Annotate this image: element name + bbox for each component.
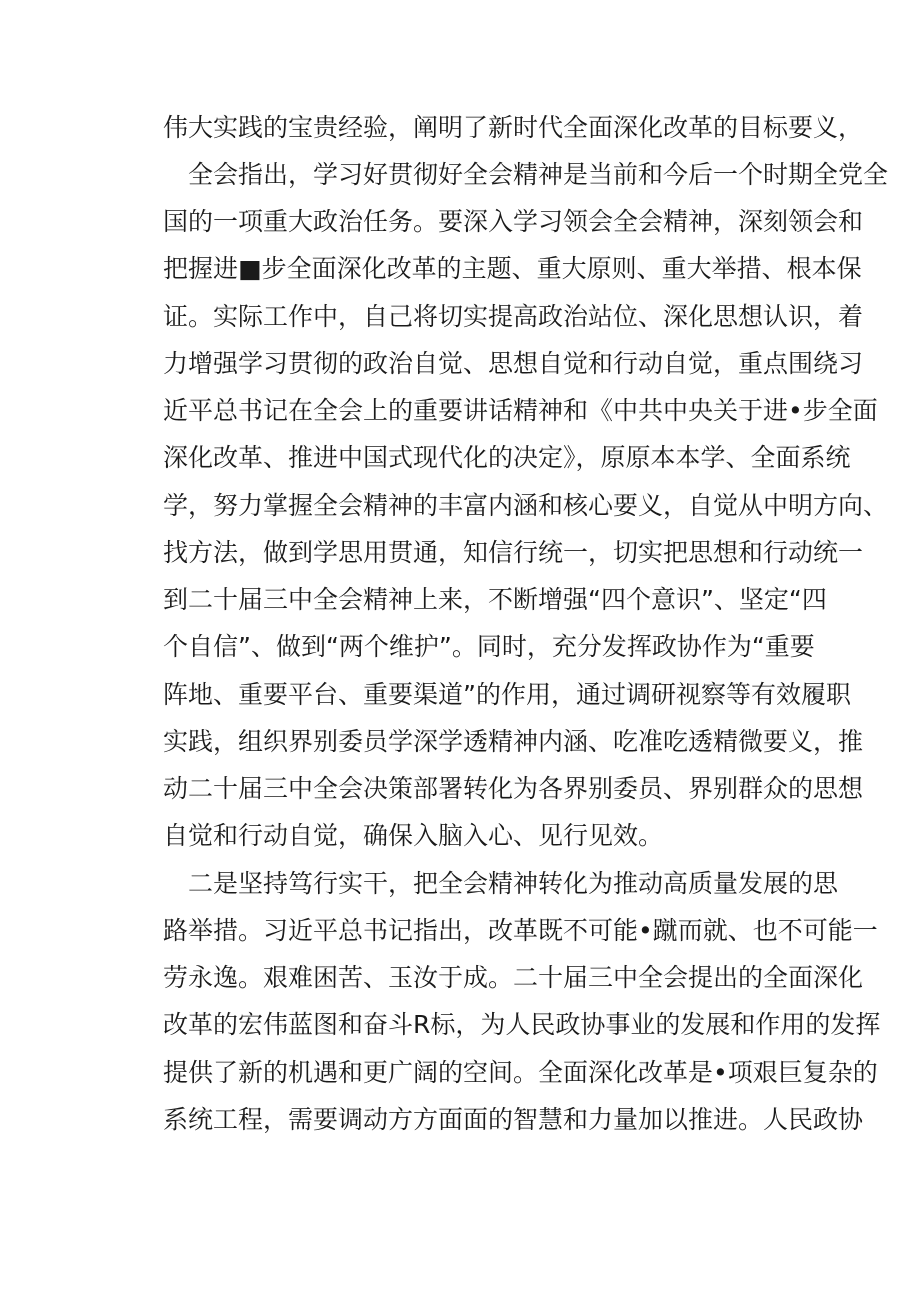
text-line: 实践，组织界别委员学深学透精神内涵、吃准吃透精微要义，推 <box>163 727 864 756</box>
text-line: 全会指出，学习好贯彻好全会精神是当前和今后一个时期全党全 <box>188 160 889 189</box>
text-line: 国的一项重大政治任务。要深入学习领会全会精神，深刻领会和 <box>163 207 864 236</box>
text-line: 提供了新的机遇和更广阔的空间。全面深化改革是•项艰巨复杂的 <box>163 1058 878 1087</box>
text-line: 把握进■步全面深化改革的主题、重大原则、重大举措、根本保 <box>163 254 862 283</box>
text-line: 证。实际工作中，自己将切实提高政治站位、深化思想认识，着 <box>163 302 864 331</box>
text-line: 伟大实践的宝贵经验，阐明了新时代全面深化改革的目标要义， <box>163 113 864 142</box>
text-line: 系统工程，需要调动方方面面的智慧和力量加以推进。人民政协 <box>163 1105 864 1134</box>
text-line: 力增强学习贯彻的政治自觉、思想自觉和行动自觉，重点围绕习 <box>163 349 864 378</box>
text-line: 二是坚持笃行实干，把全会精神转化为推动高质量发展的思 <box>188 869 839 898</box>
text-line: 自觉和行动自觉，确保入脑入心、见行见效。 <box>163 821 664 850</box>
text-line: 动二十届三中全会决策部署转化为各界别委员、界别群众的思想 <box>163 774 864 803</box>
text-line: 学，努力掌握全会精神的丰富内涵和核心要义，自觉从中明方向、 <box>163 491 889 520</box>
text-line: 找方法，做到学思用贯通，知信行统一，切实把思想和行动统一 <box>163 538 864 567</box>
text-line: 近平总书记在全会上的重要讲话精神和《中共中央关于进•步全面 <box>163 396 878 425</box>
text-line: 个自信”、做到“两个维护”。同时，充分发挥政协作为“重要 <box>163 632 815 661</box>
text-line: 劳永逸。艰难困苦、玉汝于成。二十届三中全会提出的全面深化 <box>163 963 864 992</box>
text-line: 深化改革、推进中国式现代化的决定》，原原本本学、全面系统 <box>163 443 851 472</box>
text-line: 路举措。习近平总书记指出，改革既不可能•蹴而就、也不可能一 <box>163 916 878 945</box>
text-line: 阵地、重要平台、重要渠道”的作用，通过调研视察等有效履职 <box>163 680 851 709</box>
text-line: 改革的宏伟蓝图和奋斗R标，为人民政协事业的发展和作用的发挥 <box>163 1010 881 1039</box>
text-line: 到二十届三中全会精神上来，不断增强“四个意识”、坚定“四 <box>163 585 827 614</box>
